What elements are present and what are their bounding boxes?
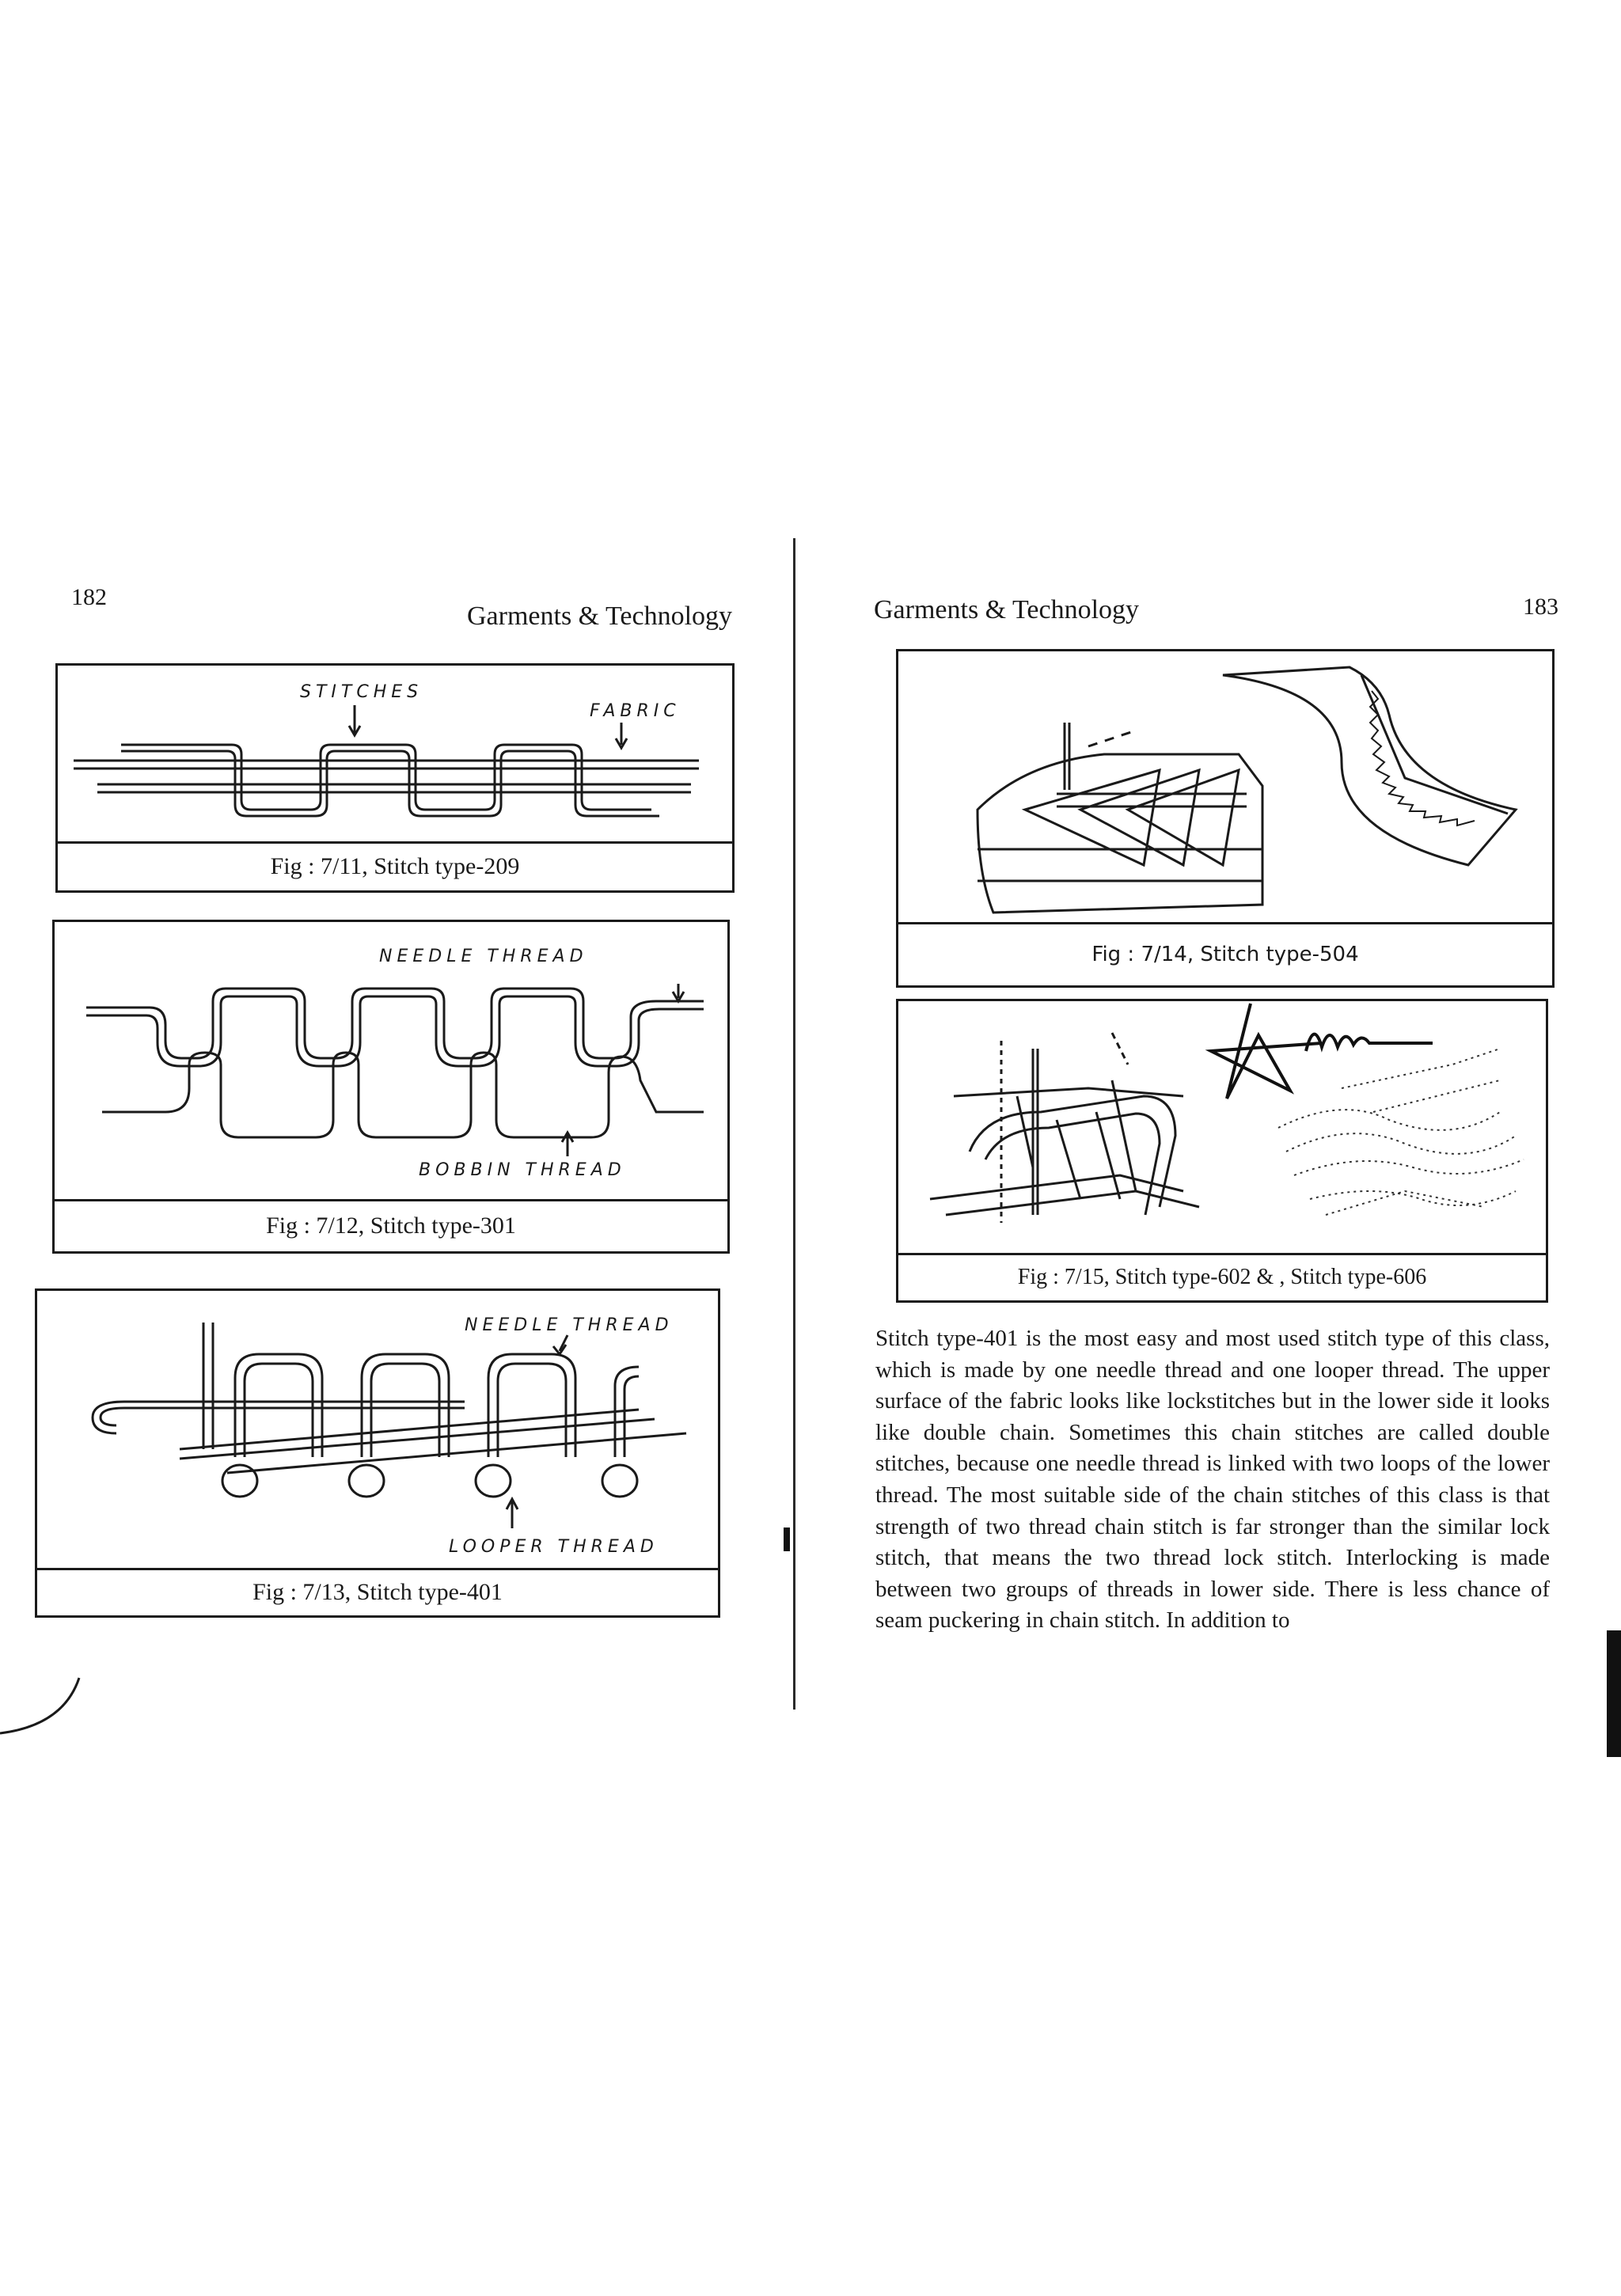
label-needle-thread: NEEDLE THREAD <box>465 1315 674 1335</box>
running-head-left: Garments & Technology <box>467 602 733 631</box>
stitch-301-diagram <box>55 922 727 1201</box>
page-edge-shadow <box>1607 1630 1621 1757</box>
figure-caption: Fig : 7/11, Stitch type-209 <box>58 841 732 890</box>
label-needle-thread: NEEDLE THREAD <box>379 947 588 966</box>
label-bobbin-thread: BOBBIN THREAD <box>419 1160 626 1180</box>
label-stitches: STITCHES <box>300 682 423 702</box>
figure-caption: Fig : 7/15, Stitch type-602 & , Stitch type-606 <box>898 1253 1546 1300</box>
label-looper-thread: LOOPER THREAD <box>449 1537 659 1557</box>
figure-7-13 <box>35 1288 720 1618</box>
stitch-504-diagram <box>898 651 1552 925</box>
figure-caption: Fig : 7/14, Stitch type-504 <box>898 922 1552 985</box>
figure-7-11 <box>55 663 735 893</box>
stitch-209-diagram <box>58 666 732 841</box>
stitch-401-diagram <box>37 1291 718 1568</box>
binding-mark <box>784 1528 790 1551</box>
pen-stroke <box>0 1670 95 1765</box>
figure-caption: Fig : 7/13, Stitch type-401 <box>37 1568 718 1615</box>
figure-7-14 <box>896 649 1555 988</box>
page-number-left: 182 <box>71 584 107 610</box>
body-paragraph: Stitch type-401 is the most easy and most used stitch type of this class, which is made by one needle thread and one looper thread. The upper surface of the fabric looks like lockstitches but in the lower side it looks like double chain. Sometimes this chain stitches are called double stitches, because one needle thread is linked with two loops of the lower thread. The most suitable side of the chain stitches of this class is that strength of two thread chain stitch is far stronger than the similar lock stitch, that means the two thread lock stitch. Interlocking is made between two groups of threads in lower side. There is less chance of seam puckering in chain stitch. In addition to <box>875 1326 1550 1634</box>
label-fabric: FABRIC <box>590 701 681 721</box>
page-number-right: 183 <box>1523 594 1558 620</box>
figure-caption: Fig : 7/12, Stitch type-301 <box>55 1199 727 1251</box>
figure-7-12 <box>52 920 730 1254</box>
running-head-right: Garments & Technology <box>874 595 1140 624</box>
signature <box>1195 988 1448 1106</box>
gutter-line <box>793 538 795 1710</box>
